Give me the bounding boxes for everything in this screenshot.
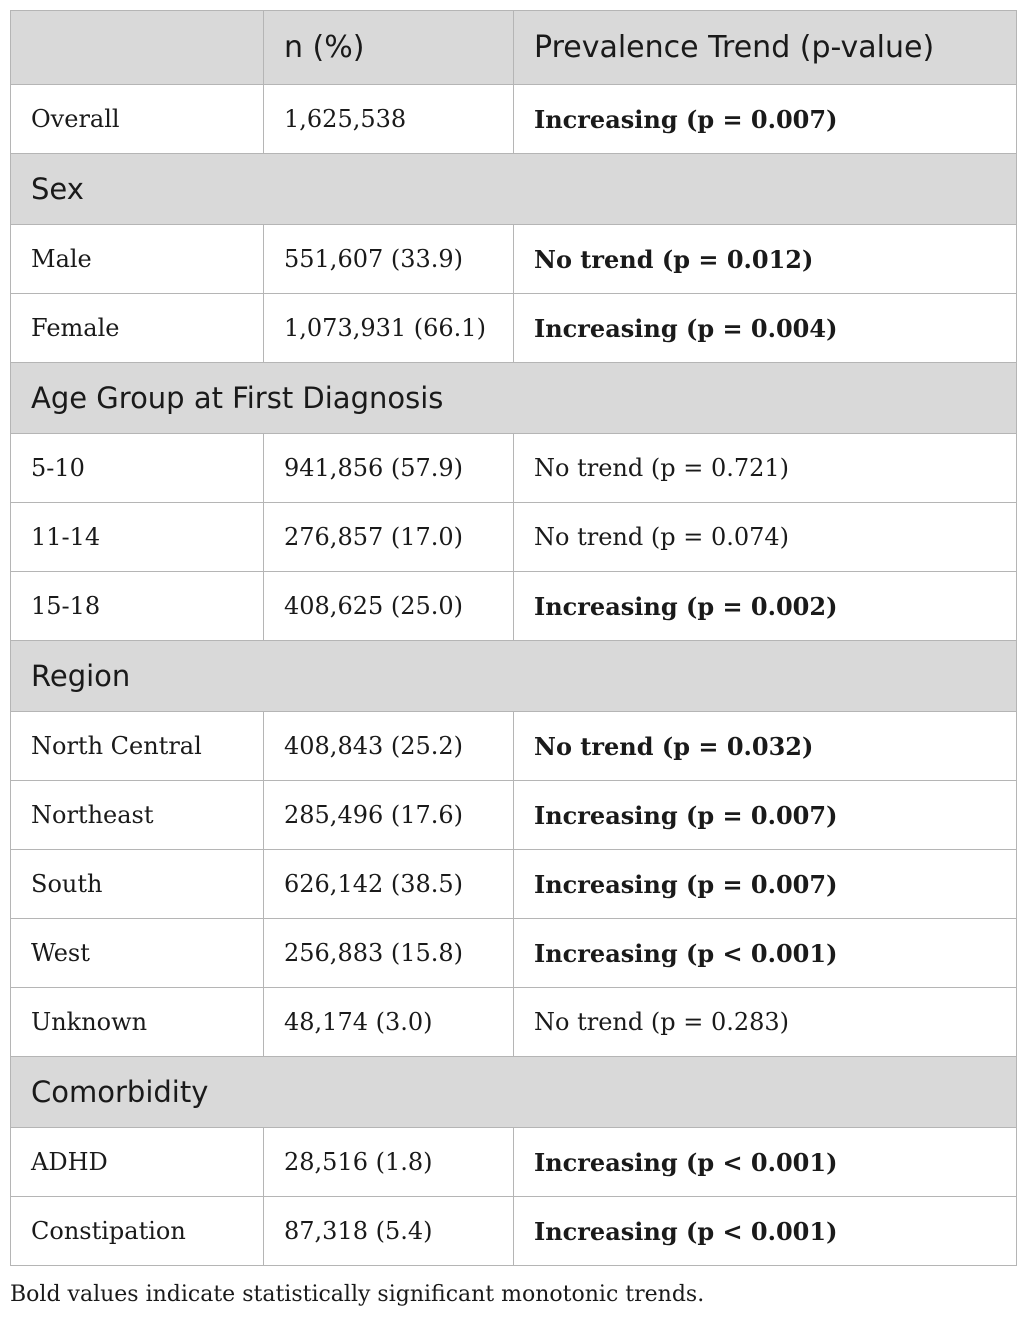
table-footnote: Bold values indicate statistically significant monotonic trends. — [10, 1282, 705, 1307]
row-label: West — [11, 919, 264, 988]
table-row — [11, 503, 1017, 572]
section-header-row — [11, 641, 1017, 712]
header-n-percent: n (%) — [264, 11, 514, 85]
row-label: 5-10 — [11, 434, 264, 503]
section-label: Age Group at First Diagnosis — [11, 363, 1017, 434]
row-count: 408,843 (25.2) — [264, 712, 514, 781]
row-count: 256,883 (15.8) — [264, 919, 514, 988]
row-trend: Increasing (p < 0.001) — [514, 1128, 1017, 1197]
row-count: 276,857 (17.0) — [264, 503, 514, 572]
row-trend: No trend (p = 0.032) — [514, 712, 1017, 781]
table-header-row — [11, 11, 1017, 85]
row-count: 1,625,538 — [264, 85, 514, 154]
row-label: Unknown — [11, 988, 264, 1057]
row-trend: Increasing (p = 0.007) — [514, 850, 1017, 919]
row-label: Constipation — [11, 1197, 264, 1266]
table-body — [11, 85, 1017, 1266]
table-row — [11, 988, 1017, 1057]
table-row — [11, 1128, 1017, 1197]
table-row — [11, 434, 1017, 503]
row-count: 941,856 (57.9) — [264, 434, 514, 503]
section-label: Comorbidity — [11, 1057, 1017, 1128]
row-label: 15-18 — [11, 572, 264, 641]
row-count: 408,625 (25.0) — [264, 572, 514, 641]
table-row — [11, 294, 1017, 363]
row-label: North Central — [11, 712, 264, 781]
row-count: 626,142 (38.5) — [264, 850, 514, 919]
row-trend: No trend (p = 0.012) — [514, 225, 1017, 294]
table-row — [11, 572, 1017, 641]
row-trend: Increasing (p = 0.007) — [514, 781, 1017, 850]
row-trend: Increasing (p = 0.007) — [514, 85, 1017, 154]
row-trend: No trend (p = 0.074) — [514, 503, 1017, 572]
row-count: 87,318 (5.4) — [264, 1197, 514, 1266]
row-trend: Increasing (p = 0.004) — [514, 294, 1017, 363]
row-label: 11-14 — [11, 503, 264, 572]
table-row — [11, 1197, 1017, 1266]
table-row — [11, 225, 1017, 294]
row-label: Male — [11, 225, 264, 294]
row-trend: Increasing (p = 0.002) — [514, 572, 1017, 641]
row-count: 28,516 (1.8) — [264, 1128, 514, 1197]
table-row — [11, 85, 1017, 154]
table-row — [11, 850, 1017, 919]
prevalence-table — [10, 10, 1017, 1266]
table-row — [11, 781, 1017, 850]
table-row — [11, 919, 1017, 988]
section-header-row — [11, 154, 1017, 225]
row-trend: Increasing (p < 0.001) — [514, 919, 1017, 988]
row-label: Overall — [11, 85, 264, 154]
section-header-row — [11, 1057, 1017, 1128]
row-label: Female — [11, 294, 264, 363]
row-trend: No trend (p = 0.721) — [514, 434, 1017, 503]
row-count: 285,496 (17.6) — [264, 781, 514, 850]
row-label: Northeast — [11, 781, 264, 850]
row-label: ADHD — [11, 1128, 264, 1197]
section-label: Sex — [11, 154, 1017, 225]
row-trend: Increasing (p < 0.001) — [514, 1197, 1017, 1266]
row-count: 1,073,931 (66.1) — [264, 294, 514, 363]
row-count: 48,174 (3.0) — [264, 988, 514, 1057]
section-label: Region — [11, 641, 1017, 712]
row-label: South — [11, 850, 264, 919]
row-trend: No trend (p = 0.283) — [514, 988, 1017, 1057]
header-prevalence-trend: Prevalence Trend (p-value) — [514, 11, 1017, 85]
header-label-column — [11, 11, 264, 85]
table-row — [11, 712, 1017, 781]
row-count: 551,607 (33.9) — [264, 225, 514, 294]
data-table-container — [10, 10, 1016, 1266]
section-header-row — [11, 363, 1017, 434]
